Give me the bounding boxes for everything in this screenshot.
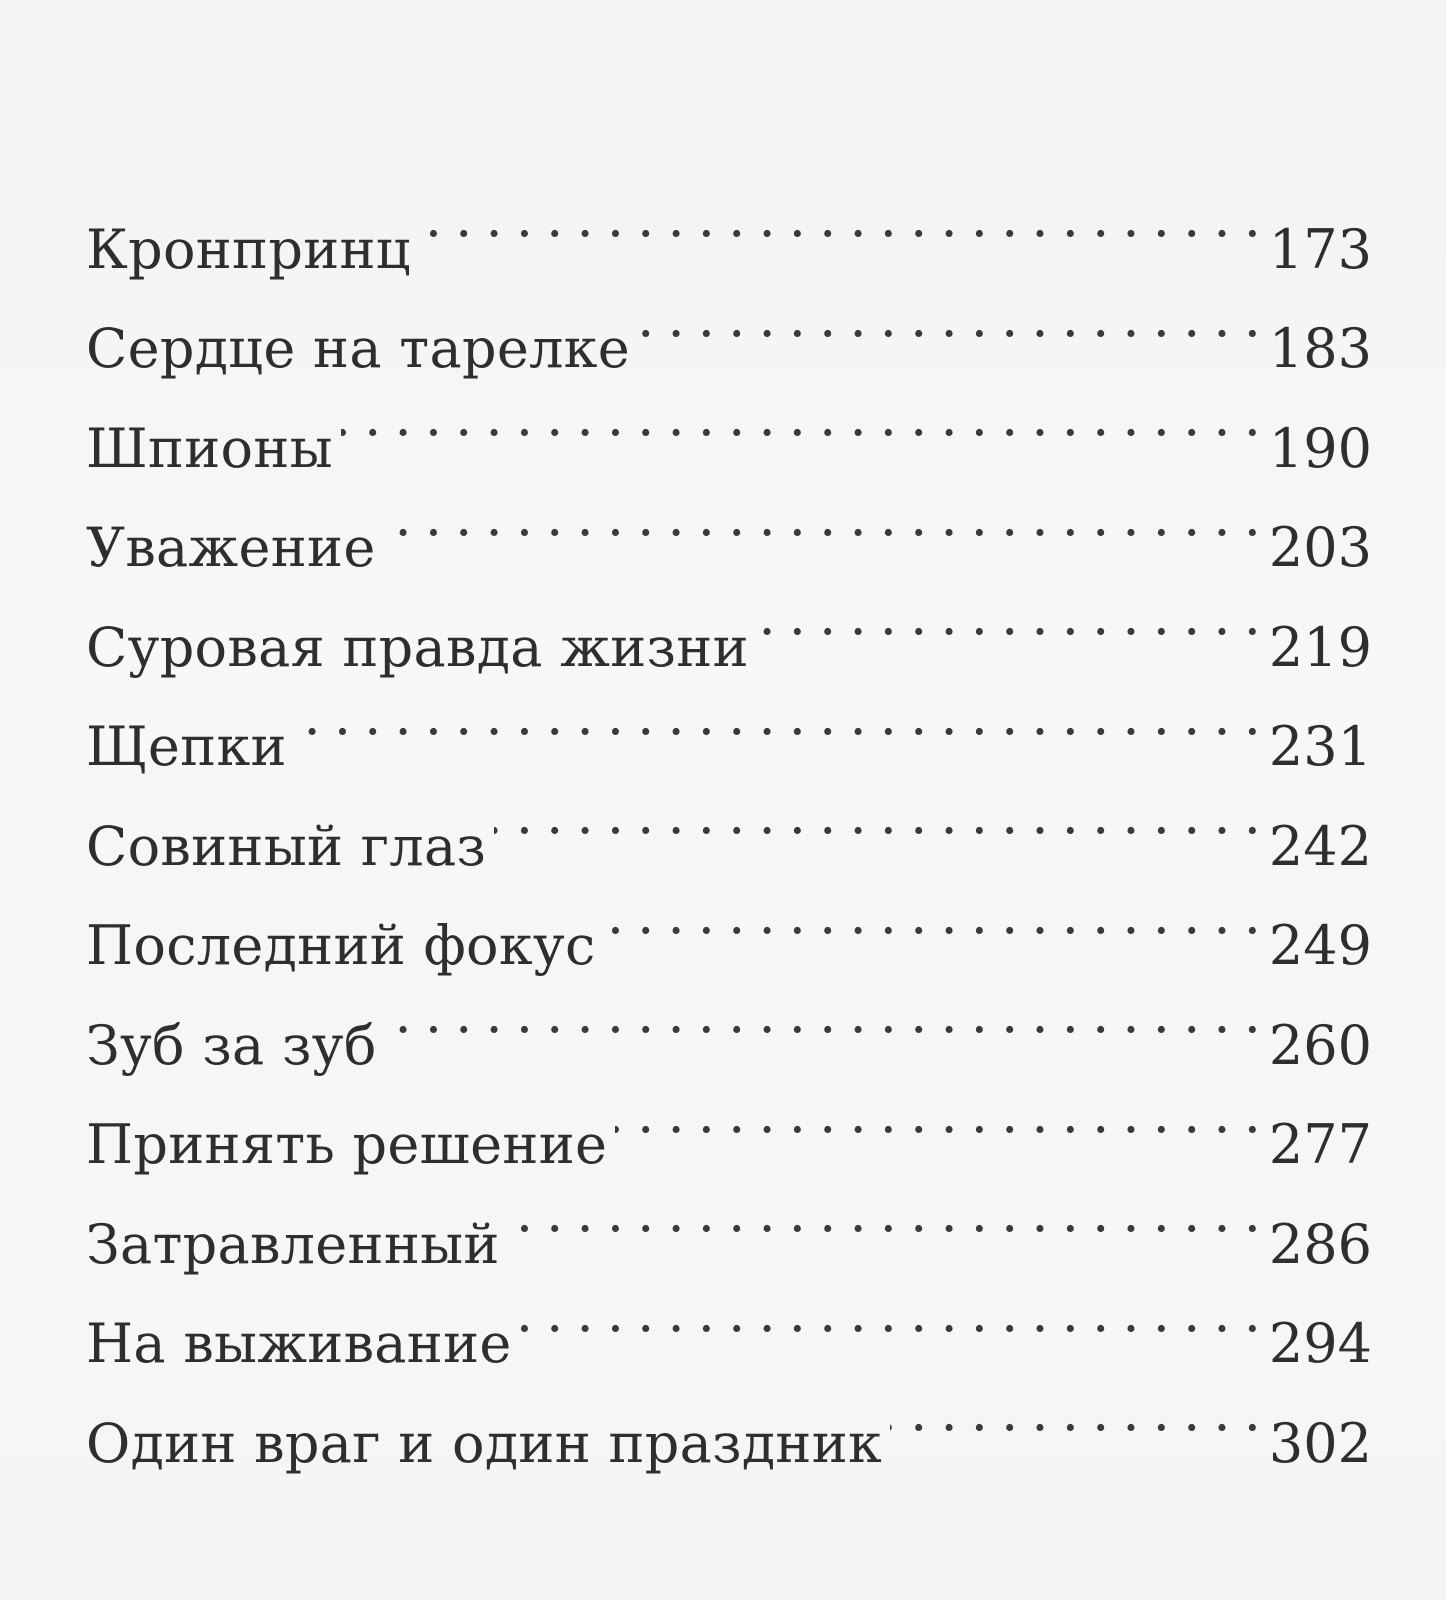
toc-entry-page-number: 302 — [1268, 1411, 1372, 1475]
toc-entry-title: Щепки — [86, 715, 287, 778]
dot-leader — [604, 865, 1259, 965]
toc-entry-page-number: 219 — [1268, 615, 1372, 679]
dot-leader — [494, 765, 1259, 865]
toc-entry-title: Совиный глаз — [86, 814, 487, 878]
dot-leader — [295, 666, 1259, 766]
toc-entry-title: Принять решение — [86, 1113, 608, 1176]
toc-entry-title: Затравленный — [86, 1212, 500, 1276]
toc-entry-page-number: 260 — [1268, 1013, 1372, 1077]
toc-entry-page-number: 242 — [1268, 814, 1372, 878]
dot-leader — [384, 467, 1259, 567]
toc-entry-title: Уважение — [86, 516, 376, 579]
toc-entry-title: Суровая правда жизни — [86, 615, 749, 679]
dot-leader — [638, 268, 1259, 368]
toc-entry-page-number: 190 — [1268, 416, 1372, 480]
toc-entry-page-number: 231 — [1268, 715, 1372, 778]
toc-entry-title: Сердце на тарелке — [86, 317, 630, 380]
dot-leader — [508, 1163, 1259, 1263]
toc-entry-title: Последний фокус — [86, 914, 596, 977]
dot-leader — [419, 168, 1259, 268]
dot-leader — [757, 566, 1259, 666]
toc-entry-title: Зуб за зуб — [86, 1013, 377, 1077]
dot-leader — [890, 1362, 1259, 1462]
dot-leader — [520, 1263, 1259, 1363]
toc-entry-page-number: 277 — [1268, 1113, 1372, 1176]
toc-entry-page-number: 203 — [1268, 516, 1372, 579]
table-of-contents — [86, 168, 1372, 1475]
toc-entry-title: Шпионы — [86, 416, 333, 480]
toc-entry-page-number: 286 — [1268, 1212, 1372, 1276]
toc-entry-title: На выживание — [86, 1312, 512, 1375]
dot-leader — [385, 964, 1259, 1064]
dot-leader — [615, 1064, 1259, 1164]
toc-entry-page-number: 183 — [1268, 317, 1372, 380]
toc-entry-title: Кронпринц — [86, 217, 411, 281]
toc-entry-page-number: 173 — [1268, 217, 1372, 281]
toc-entry-page-number: 249 — [1268, 914, 1372, 977]
toc-entry-page-number: 294 — [1268, 1312, 1372, 1375]
toc-entry — [86, 168, 1372, 281]
dot-leader — [341, 367, 1259, 467]
toc-entry-title: Один враг и один праздник — [86, 1411, 883, 1475]
